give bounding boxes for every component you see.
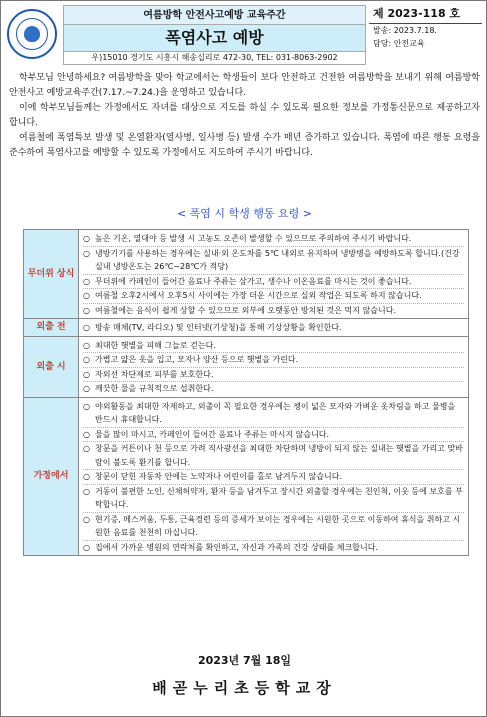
guide-item xyxy=(83,339,464,353)
circle-bullet-icon: ○ xyxy=(83,542,90,552)
circle-bullet-icon: ○ xyxy=(83,486,90,496)
notice-header xyxy=(5,5,482,65)
guide-item-text: 창문을 커튼이나 천 등으로 가려 직사광선을 최대한 차단하며 냉방이 되지 않는 실내는 햇볕을 가리고 맞바람이 불도록 환기를 합니다. xyxy=(95,444,463,467)
circle-bullet-icon: ○ xyxy=(83,472,90,481)
circle-bullet-icon: ○ xyxy=(83,305,90,315)
guide-item-text: 거동이 불편한 노인, 신체허약자, 환자 등을 남겨두고 장시간 외출할 경우에는 친인척, 이웃 등에 보호를 부탁합니다. xyxy=(95,486,463,509)
circle-bullet-icon: ○ xyxy=(83,340,90,350)
circle-bullet-icon: ○ xyxy=(83,355,90,364)
guide-item xyxy=(83,441,464,469)
guide-row xyxy=(24,319,469,337)
guide-item-text: 물을 많이 마시고, 카페인이 들어간 음료나 주류는 마시지 않습니다. xyxy=(95,429,330,439)
guide-category: 무더위 상식 xyxy=(24,230,79,319)
guide-item-text: 방송 매체(TV, 라디오) 및 인터넷(기상청)을 통해 기상상황을 확인한다. xyxy=(95,323,342,332)
header-subtitle: 여름방학 안전사고예방 교육주간 xyxy=(63,5,366,25)
issue-date: 발송: 2023.7.18. xyxy=(373,26,437,35)
intro-paragraph: 여름철에 폭염특보 발생 및 온열환자(열사병, 일사병 등) 발생 수가 매년 증가하고 있습니다. 폭염에 따른 행동 요령을 준수하여 폭염사고를 예방할 수 있도록 가정에서도 지도하여 주시기 바랍니다. xyxy=(9,133,480,158)
guide-items xyxy=(79,230,469,319)
guide-item xyxy=(83,232,464,246)
circle-bullet-icon: ○ xyxy=(83,401,90,411)
guide-item xyxy=(83,274,464,289)
circle-bullet-icon: ○ xyxy=(83,323,90,332)
guide-row xyxy=(24,230,469,319)
header-title-block xyxy=(63,5,366,65)
guide-item xyxy=(83,469,464,484)
guide-item-text: 자외선 차단제로 피부를 보호한다. xyxy=(95,369,214,379)
guide-category: 외출 시 xyxy=(24,336,79,397)
guide-item xyxy=(83,352,464,367)
guide-item xyxy=(83,303,464,318)
guide-category: 외출 전 xyxy=(24,319,79,337)
guide-item-text: 냉방기기를 사용하는 경우에는 실내·외 온도차를 5℃ 내외로 유지하여 냉방병을 예방하도록 합니다.(건강 실내 냉방온도는 26℃~28℃가 적당) xyxy=(95,248,460,271)
guide-item xyxy=(83,246,464,274)
guide-items xyxy=(79,336,469,397)
guide-item xyxy=(83,540,464,555)
intro-paragraph: 이에 학부모님들께는 가정에서도 자녀를 대상으로 지도를 하실 수 있도록 필요한 정보를 가정통신문으로 제공하고자 합니다. xyxy=(9,103,480,128)
circle-bullet-icon: ○ xyxy=(83,444,90,453)
guide-row xyxy=(24,397,469,556)
guide-item xyxy=(83,381,464,396)
guide-item-text: 집에서 가까운 병원의 연락처를 확인하고, 자신과 가족의 건강 상태를 체크합니다. xyxy=(95,542,378,552)
circle-bullet-icon: ○ xyxy=(83,234,90,243)
document-number: 제 2023-118 호 xyxy=(369,5,482,24)
guide-item xyxy=(83,427,464,442)
guide-item-text: 가볍고 얇은 옷을 입고, 모자나 양산 등으로 햇볕을 가린다. xyxy=(95,355,299,364)
guide-table xyxy=(23,229,469,556)
section-title: < 폭염 시 학생 행동 요령 > xyxy=(176,207,313,220)
guide-item xyxy=(83,288,464,303)
circle-bullet-icon: ○ xyxy=(83,291,90,300)
guide-items xyxy=(79,397,469,556)
school-logo-icon xyxy=(7,9,57,59)
guide-item-text: 여름철에는 음식이 쉽게 상할 수 있으므로 외부에 오랫동안 방치된 것은 먹지 않습니다. xyxy=(95,305,396,315)
guide-item-text: 최대한 햇볕을 피해 그늘로 걷는다. xyxy=(95,340,216,350)
circle-bullet-icon: ○ xyxy=(83,369,90,379)
guide-item xyxy=(83,512,464,540)
guide-item-text: 야외활동을 최대한 자제하고, 외출이 꼭 필요한 경우에는 챙이 넓은 모자와 가벼운 옷차림을 하고 물병을 반드시 휴대합니다. xyxy=(95,401,456,424)
circle-bullet-icon: ○ xyxy=(83,384,90,393)
guide-item xyxy=(83,484,464,512)
guide-row xyxy=(24,336,469,397)
guide-item xyxy=(83,367,464,382)
school-signature: 배곧누리초등학교장 xyxy=(152,679,337,697)
guide-category: 가정에서 xyxy=(24,397,79,556)
school-address: 우)15010 경기도 시흥시 해송십리로 472-30, TEL: 031-8063-2902 xyxy=(63,51,366,65)
circle-bullet-icon: ○ xyxy=(83,248,90,258)
department: 담당: 안전교육 xyxy=(373,39,425,48)
guide-item xyxy=(83,321,464,335)
guide-item xyxy=(83,400,464,427)
circle-bullet-icon: ○ xyxy=(83,429,90,439)
intro-paragraph: 학부모님 안녕하세요? 여름방학을 맞아 학교에서는 학생들이 보다 안전하고 건전한 여름방학을 보내기 위해 여름방학 안전사고 예방교육주간(7.17.~7.24.)을 운영하고 있습니다. xyxy=(9,73,480,98)
intro-text xyxy=(9,71,480,161)
guide-item-text: 여름철 오후2시에서 오후5시 사이에는 가장 더운 시간으로 실외 작업은 되도록 하지 않습니다. xyxy=(95,291,422,300)
guide-item-text: 깨끗한 물을 규칙적으로 섭취한다. xyxy=(95,384,214,393)
circle-bullet-icon: ○ xyxy=(83,276,90,286)
page-title: 폭염사고 예방 xyxy=(63,25,366,51)
guide-item-text: 높은 기온, 열대야 등 발생 시 고농도 오존이 발생할 수 있으므로 주의하여 주시기 바랍니다. xyxy=(95,234,412,243)
circle-bullet-icon: ○ xyxy=(83,514,90,524)
notice-date: 2023년 7월 18일 xyxy=(197,654,292,667)
guide-items xyxy=(79,319,469,337)
document-info xyxy=(369,5,482,65)
guide-item-text: 무더위에 카페인이 들어간 음료나 주류는 삼가고, 생수나 이온음료를 마시는 것이 좋습니다. xyxy=(95,276,412,286)
guide-item-text: 현기증, 메스꺼움, 두통, 근육경련 등의 증세가 보이는 경우에는 시원한 곳으로 이동하여 휴식을 취하고 시원한 음료를 천천히 마십니다. xyxy=(95,514,461,537)
guide-item-text: 창문이 닫힌 자동차 안에는 노약자나 어린이를 홀로 남겨두지 않습니다. xyxy=(95,472,342,481)
